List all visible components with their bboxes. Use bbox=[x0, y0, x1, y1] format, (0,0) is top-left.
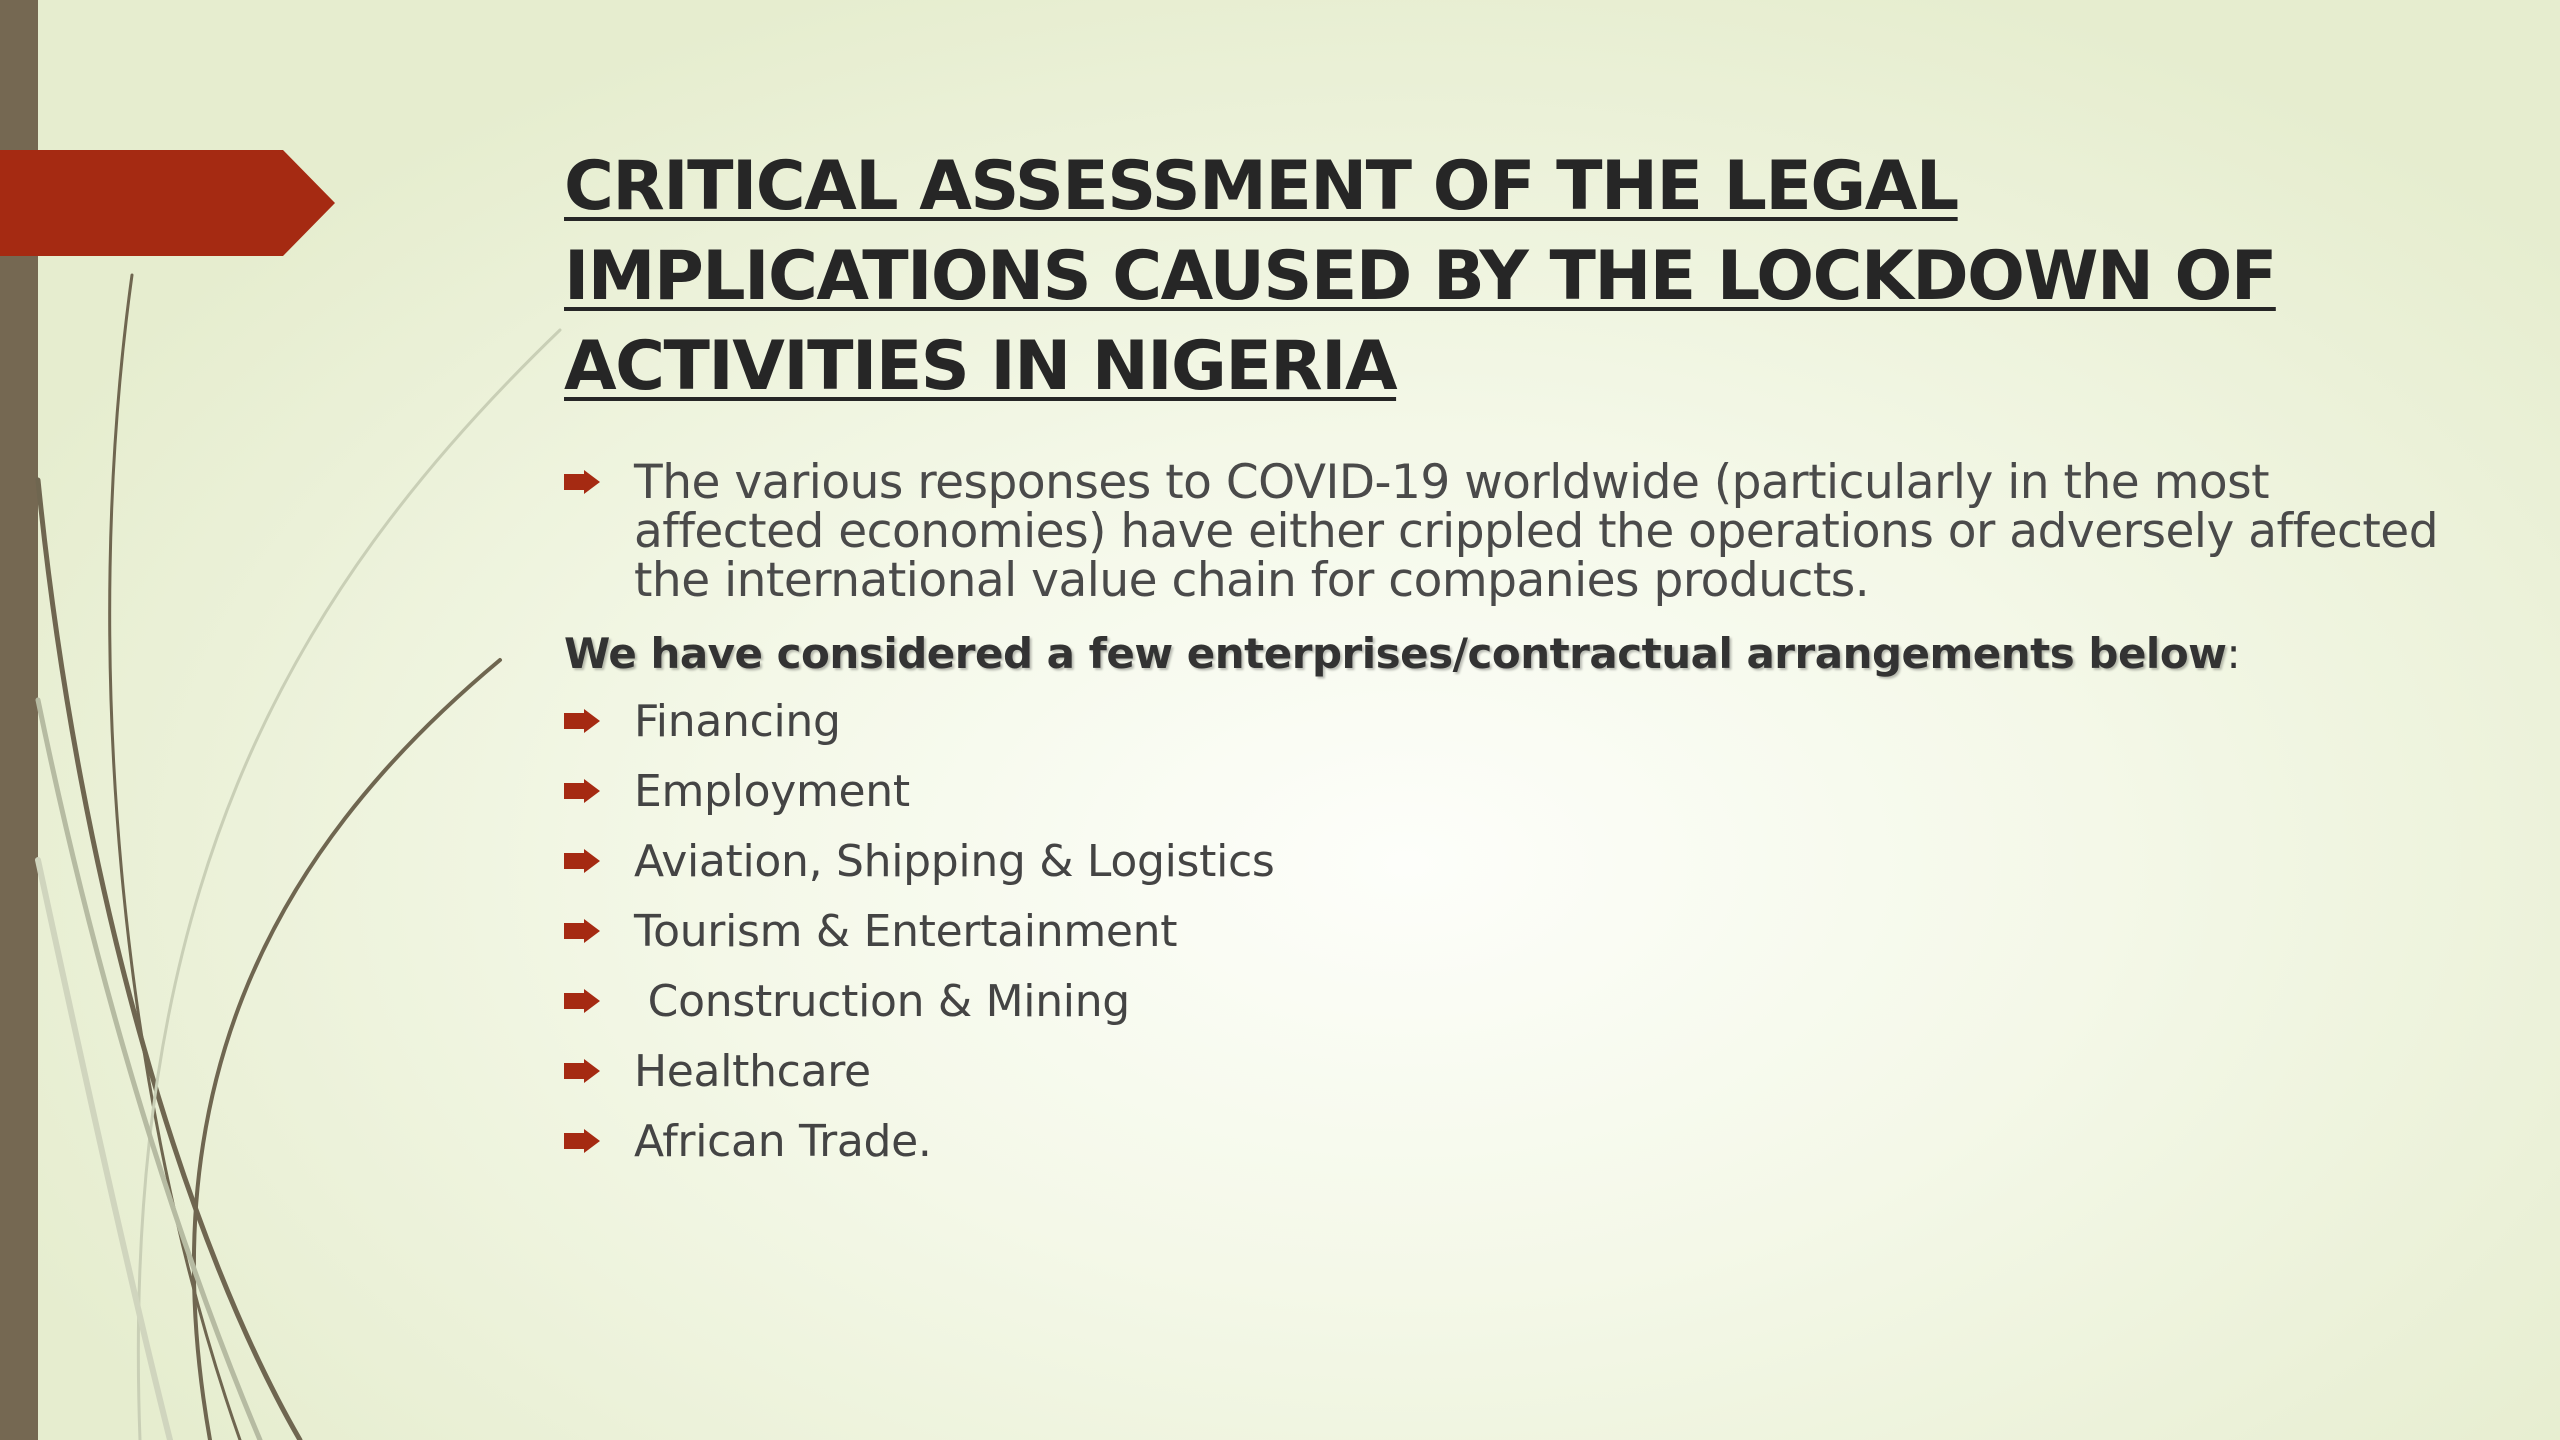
list-item-label: Financing bbox=[634, 695, 841, 747]
list-item-label: Tourism & Entertainment bbox=[634, 905, 1178, 957]
list-item bbox=[564, 686, 2464, 756]
list-item bbox=[564, 1036, 2464, 1106]
list-item bbox=[564, 896, 2464, 966]
slide-title: CRITICAL ASSESSMENT OF THE LEGAL IMPLICATIONS CAUSED BY THE LOCKDOWN OF ACTIVITIES IN NIGERIA bbox=[564, 147, 2276, 406]
arrow-bullet-icon bbox=[564, 470, 600, 494]
list-item-label: Healthcare bbox=[634, 1045, 871, 1097]
slide-body bbox=[564, 455, 2464, 1176]
intro-paragraph bbox=[564, 455, 2464, 608]
list-item bbox=[564, 826, 2464, 896]
title-tab-marker bbox=[0, 150, 335, 256]
list-item bbox=[564, 756, 2464, 826]
list-item-label: Construction & Mining bbox=[634, 975, 1130, 1027]
list-item-label: Aviation, Shipping & Logistics bbox=[634, 835, 1275, 887]
subheading-colon: : bbox=[2226, 629, 2241, 678]
subheading-text: We have considered a few enterprises/contractual arrangements below bbox=[564, 629, 2227, 678]
intro-text: The various responses to COVID-19 worldwide (particularly in the most affected economies) have either crippled the operations or adversely affected the international value chain for companies products. bbox=[634, 455, 2439, 608]
list-item bbox=[564, 966, 2464, 1036]
arrow-bullet-icon bbox=[564, 919, 600, 943]
arrow-bullet-icon bbox=[564, 1059, 600, 1083]
enterprise-list bbox=[564, 686, 2464, 1176]
list-item-label: Employment bbox=[634, 765, 910, 817]
arrow-bullet-icon bbox=[564, 989, 600, 1013]
arrow-bullet-icon bbox=[564, 849, 600, 873]
arrow-bullet-icon bbox=[564, 779, 600, 803]
list-item-label: African Trade. bbox=[634, 1115, 932, 1167]
list-item bbox=[564, 1106, 2464, 1176]
arrow-bullet-icon bbox=[564, 709, 600, 733]
subheading bbox=[564, 629, 2464, 678]
arrow-bullet-icon bbox=[564, 1129, 600, 1153]
